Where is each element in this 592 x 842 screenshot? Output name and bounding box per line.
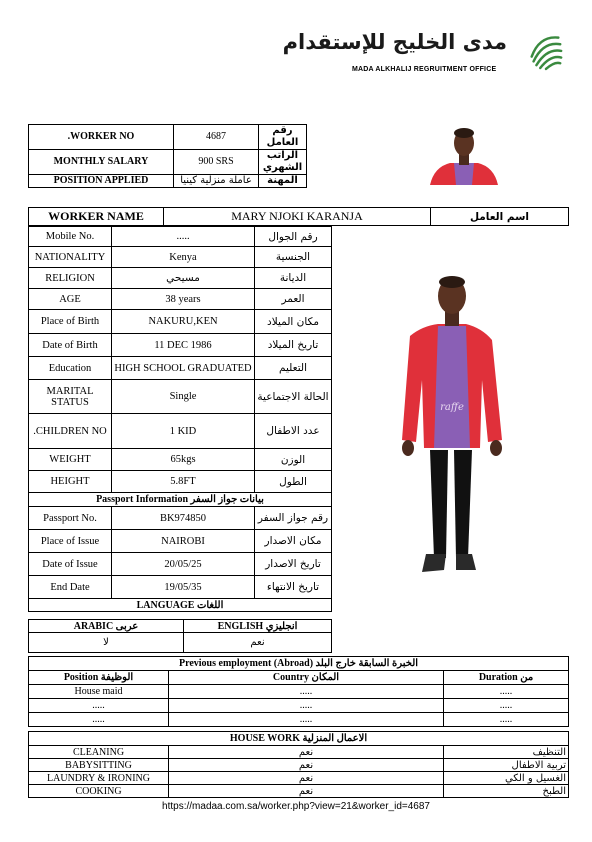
table-row <box>29 553 332 576</box>
education-label: Education <box>29 357 112 380</box>
laundry-label: LAUNDRY & IRONING <box>29 772 169 785</box>
employment-duration-cell: ..... <box>444 685 569 699</box>
table-row <box>29 732 569 746</box>
english-value: نعم <box>184 633 332 653</box>
employment-position-cell: ..... <box>29 713 169 727</box>
english-label: ENGLISH انجليزي <box>184 620 332 633</box>
weight-value: 65kgs <box>112 449 255 471</box>
babysitting-value: نعم <box>169 759 444 772</box>
footer-url: https://madaa.com.sa/worker.php?view=21&worker_id=4687 <box>162 801 430 812</box>
worker-no-label-ar: رقم العامل <box>259 125 307 150</box>
religion-label: RELIGION <box>29 268 112 289</box>
arabic-value: لا <box>29 633 184 653</box>
worker-name-label: WORKER NAME <box>29 208 164 226</box>
weight-label: WEIGHT <box>29 449 112 471</box>
employment-country-cell: ..... <box>169 685 444 699</box>
marital-status-label: MARITAL STATUS <box>29 380 112 414</box>
worker-summary-table <box>28 124 307 188</box>
passport-no-value: BK974850 <box>112 507 255 530</box>
worker-full-body-photo <box>392 270 512 586</box>
height-value: 5.8FT <box>112 471 255 493</box>
date-of-issue-value: 20/05/25 <box>112 553 255 576</box>
mobile-label-ar: رقم الجوال <box>255 227 332 247</box>
housework-table <box>28 731 569 798</box>
employment-position-cell: House maid <box>29 685 169 699</box>
cooking-label-ar: الطبخ <box>444 785 569 798</box>
employment-duration-cell: ..... <box>444 713 569 727</box>
end-date-label-ar: تاريخ الانتهاء <box>255 576 332 599</box>
place-of-birth-label-ar: مكان الميلاد <box>255 310 332 334</box>
weight-label-ar: الوزن <box>255 449 332 471</box>
cooking-label: COOKING <box>29 785 169 798</box>
height-label-ar: الطول <box>255 471 332 493</box>
employment-duration-cell: ..... <box>444 699 569 713</box>
cleaning-label-ar: التنظيف <box>444 746 569 759</box>
nationality-label-ar: الجنسية <box>255 247 332 268</box>
table-row <box>29 247 332 268</box>
table-row <box>29 785 569 798</box>
table-row <box>29 685 569 699</box>
worker-name-table <box>28 207 569 226</box>
table-row <box>29 125 307 150</box>
position-column-header: Position الوظيفة <box>29 671 169 685</box>
cleaning-value: نعم <box>169 746 444 759</box>
religion-label-ar: الديانة <box>255 268 332 289</box>
table-row <box>29 449 332 471</box>
table-row <box>29 380 332 414</box>
passport-section-title: Passport Information بيانات جواز السفر <box>29 493 332 507</box>
table-row <box>29 493 332 507</box>
table-row <box>29 671 569 685</box>
salary-label: MONTHLY SALARY <box>29 150 174 175</box>
religion-value: مسيحي <box>112 268 255 289</box>
worker-name-value: MARY NJOKI KARANJA <box>164 208 431 226</box>
table-row <box>29 150 307 175</box>
logo-english-text: MADA ALKHALIJ REGRUITMENT OFFICE <box>352 66 497 73</box>
date-of-birth-label-ar: تاريخ الميلاد <box>255 334 332 357</box>
nationality-value: Kenya <box>112 247 255 268</box>
table-row <box>29 599 332 612</box>
table-row <box>29 713 569 727</box>
place-of-birth-value: NAKURU,KEN <box>112 310 255 334</box>
worker-name-label-ar: اسم العامل <box>431 208 569 226</box>
laundry-label-ar: الغسيل و الكي <box>444 772 569 785</box>
place-of-issue-label: Place of Issue <box>29 530 112 553</box>
end-date-label: End Date <box>29 576 112 599</box>
logo-globe-icon <box>526 27 564 71</box>
education-value: HIGH SCHOOL GRADUATED <box>112 357 255 380</box>
place-of-issue-value: NAIROBI <box>112 530 255 553</box>
passport-no-label: Passport No. <box>29 507 112 530</box>
date-of-birth-value: 11 DEC 1986 <box>112 334 255 357</box>
table-row <box>29 471 332 493</box>
age-label-ar: العمر <box>255 289 332 310</box>
babysitting-label-ar: تربية الاطفال <box>444 759 569 772</box>
education-label-ar: التعليم <box>255 357 332 380</box>
height-label: HEIGHT <box>29 471 112 493</box>
language-table <box>28 619 332 653</box>
age-label: AGE <box>29 289 112 310</box>
date-of-birth-label: Date of Birth <box>29 334 112 357</box>
cooking-value: نعم <box>169 785 444 798</box>
table-row <box>29 208 569 226</box>
table-row <box>29 334 332 357</box>
end-date-value: 19/05/35 <box>112 576 255 599</box>
salary-label-ar: الراتب الشهري <box>259 150 307 175</box>
table-row <box>29 414 332 449</box>
table-row <box>29 507 332 530</box>
laundry-value: نعم <box>169 772 444 785</box>
employment-table <box>28 656 569 727</box>
housework-section-title: HOUSE WORK الاعمال المنزلية <box>29 732 569 746</box>
date-of-issue-label: Date of Issue <box>29 553 112 576</box>
table-row <box>29 530 332 553</box>
position-label: POSITION APPLIED <box>29 175 174 188</box>
children-value: 1 KID <box>112 414 255 449</box>
position-label-ar: المهنة <box>259 175 307 188</box>
worker-no-label: .WORKER NO <box>29 125 174 150</box>
cleaning-label: CLEANING <box>29 746 169 759</box>
duration-column-header: Duration من <box>444 671 569 685</box>
table-row <box>29 772 569 785</box>
table-row <box>29 657 569 671</box>
date-of-issue-label-ar: تاريخ الاصدار <box>255 553 332 576</box>
table-row <box>29 227 332 247</box>
marital-status-value: Single <box>112 380 255 414</box>
table-row <box>29 746 569 759</box>
table-row <box>29 289 332 310</box>
table-row <box>29 268 332 289</box>
arabic-label: ARABIC عربى <box>29 620 184 633</box>
mobile-value: ..... <box>112 227 255 247</box>
marital-status-label-ar: الحالة الاجتماعية <box>255 380 332 414</box>
table-row <box>29 175 307 188</box>
worker-portrait-photo <box>428 123 500 185</box>
personal-info-table <box>28 226 332 612</box>
worker-no-value: 4687 <box>174 125 259 150</box>
place-of-birth-label: Place of Birth <box>29 310 112 334</box>
children-label-ar: عدد الاطفال <box>255 414 332 449</box>
position-value: عاملة منزلية كينيا <box>174 175 259 188</box>
nationality-label: NATIONALITY <box>29 247 112 268</box>
employment-position-cell: ..... <box>29 699 169 713</box>
employment-country-cell: ..... <box>169 699 444 713</box>
employment-country-cell: ..... <box>169 713 444 727</box>
place-of-issue-label-ar: مكان الاصدار <box>255 530 332 553</box>
table-row <box>29 759 569 772</box>
employment-section-title: Previous employment (Abroad) الخبرة السابقة خارج البلد <box>29 657 569 671</box>
table-row <box>29 310 332 334</box>
svg-text:raffe: raffe <box>440 402 464 413</box>
mobile-label: Mobile No. <box>29 227 112 247</box>
logo-arabic-text: مدى الخليج للإستقدام <box>282 30 507 54</box>
babysitting-label: BABYSITTING <box>29 759 169 772</box>
table-row <box>29 620 332 633</box>
language-section-title: LANGUAGE اللغات <box>29 599 332 612</box>
table-row <box>29 357 332 380</box>
table-row <box>29 699 569 713</box>
table-row <box>29 633 332 653</box>
salary-value: 900 SRS <box>174 150 259 175</box>
age-value: 38 years <box>112 289 255 310</box>
country-column-header: Country المكان <box>169 671 444 685</box>
table-row <box>29 576 332 599</box>
passport-no-label-ar: رقم جواز السفر <box>255 507 332 530</box>
children-label: .CHILDREN NO <box>29 414 112 449</box>
